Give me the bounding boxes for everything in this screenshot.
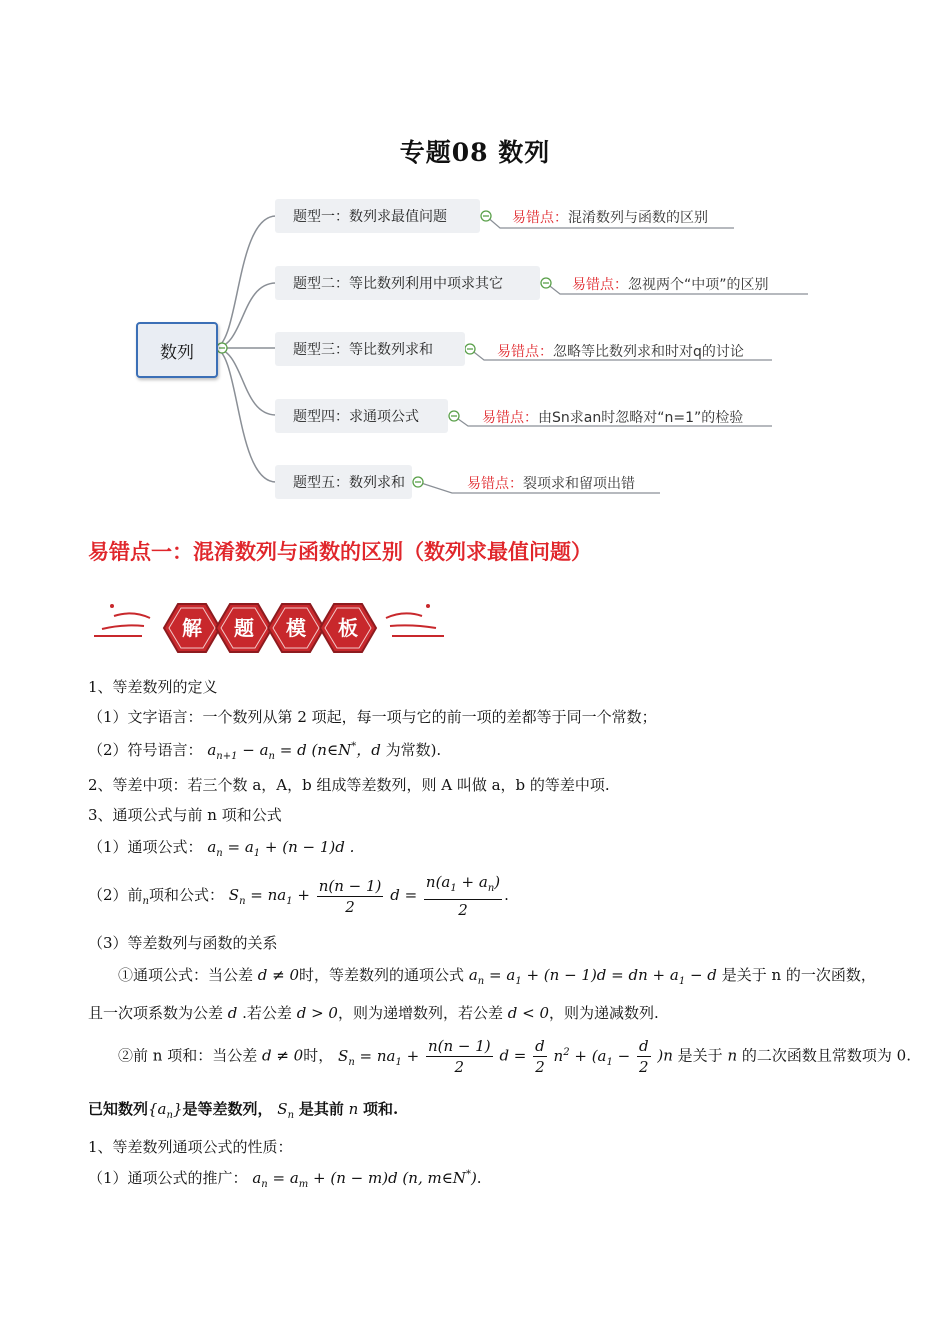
banner-char-4: 板 xyxy=(338,616,358,640)
page-title: 专题08 数列 xyxy=(399,138,551,167)
line-6: （1）通项公式： $a_n = a_1 + (n - 1)d$ . xyxy=(88,838,355,859)
line-7: （2）前$_n$项和公式： $S_n = na_1$ + $\frac{n(n - 1)}{2}$ d = $\frac{n(a_1 + a_n)}{2}$ . xyxy=(88,873,509,919)
error-node-1: 易错点：混淆数列与函数的区别 xyxy=(512,210,708,226)
error-node-2: 易错点：忽视两个“中项”的区别 xyxy=(572,277,769,293)
line-13: 1、等差数列通项公式的性质： xyxy=(88,1138,293,1156)
error-node-4: 易错点：由Sn求an时忽略对“n=1”的检验 xyxy=(482,410,744,426)
type-node-4: 题型四：求通项公式 xyxy=(275,399,448,433)
banner-char-1: 解 xyxy=(182,616,202,640)
error-node-5: 易错点：裂项求和留项出错 xyxy=(467,476,635,492)
type-node-2: 题型二：等比数列利用中项求其它 xyxy=(275,266,540,300)
line-12: 已知数列$\{a_n\}$是等差数列， $S_n$ 是其前 n 项和. xyxy=(88,1100,399,1121)
mindmap-center-node: 数列 xyxy=(136,322,218,378)
line-4: 2、等差中项：若三个数 a，A，b 组成等差数列，则 A 叫做 a，b 的等差中项. xyxy=(88,776,610,794)
line-3: （2）符号语言： $a_{n+1} - a_n = d$ (n∈N*，d 为常数). xyxy=(88,741,442,762)
error-node-3: 易错点：忽略等比数列求和时对q的讨论 xyxy=(497,344,744,360)
type-node-1: 题型一：数列求最值问题 xyxy=(275,199,480,233)
type-node-5: 题型五：数列求和 xyxy=(275,465,412,499)
mindmap-connectors xyxy=(0,0,950,520)
line-8: （3）等差数列与函数的关系 xyxy=(88,934,278,952)
template-banner xyxy=(92,596,452,660)
line-2: （1）文字语言：一个数列从第 2 项起，每一项与它的前一项的差都等于同一个常数； xyxy=(88,708,657,726)
line-9: ①通项公式：当公差 d ≠ 0时，等差数列的通项公式 $a_n = a_1 + (n - 1)d$ = dn + $a_1 - d$ 是关于 n 的一次函数， xyxy=(118,966,876,987)
section-heading: 易错点一：混淆数列与函数的区别（数列求最值问题） xyxy=(88,540,592,564)
line-10: 且一次项系数为公差 d .若公差 d > 0，则为递增数列，若公差 d < 0，则为递减数列. xyxy=(88,1004,659,1022)
banner-char-2: 题 xyxy=(234,616,254,640)
banner-char-3: 模 xyxy=(286,616,306,640)
line-11: ②前 n 项和：当公差 d ≠ 0时， $S_n = na_1$ + $\frac{n(n - 1)}{2}$ d = $\frac{d}{2}$ $n^2 + (a_1$ − $\frac{d}{2}$ )n 是关于 n 的二次函数且常数项为 0. xyxy=(118,1037,911,1076)
line-14: （1）通项公式的推广： $a_n = a_m + (n - m)d$ (n, m∈N*). xyxy=(88,1169,482,1190)
line-5: 3、通项公式与前 n 项和公式 xyxy=(88,806,282,824)
type-node-3: 题型三：等比数列求和 xyxy=(275,332,465,366)
line-1: 1、等差数列的定义 xyxy=(88,678,218,696)
